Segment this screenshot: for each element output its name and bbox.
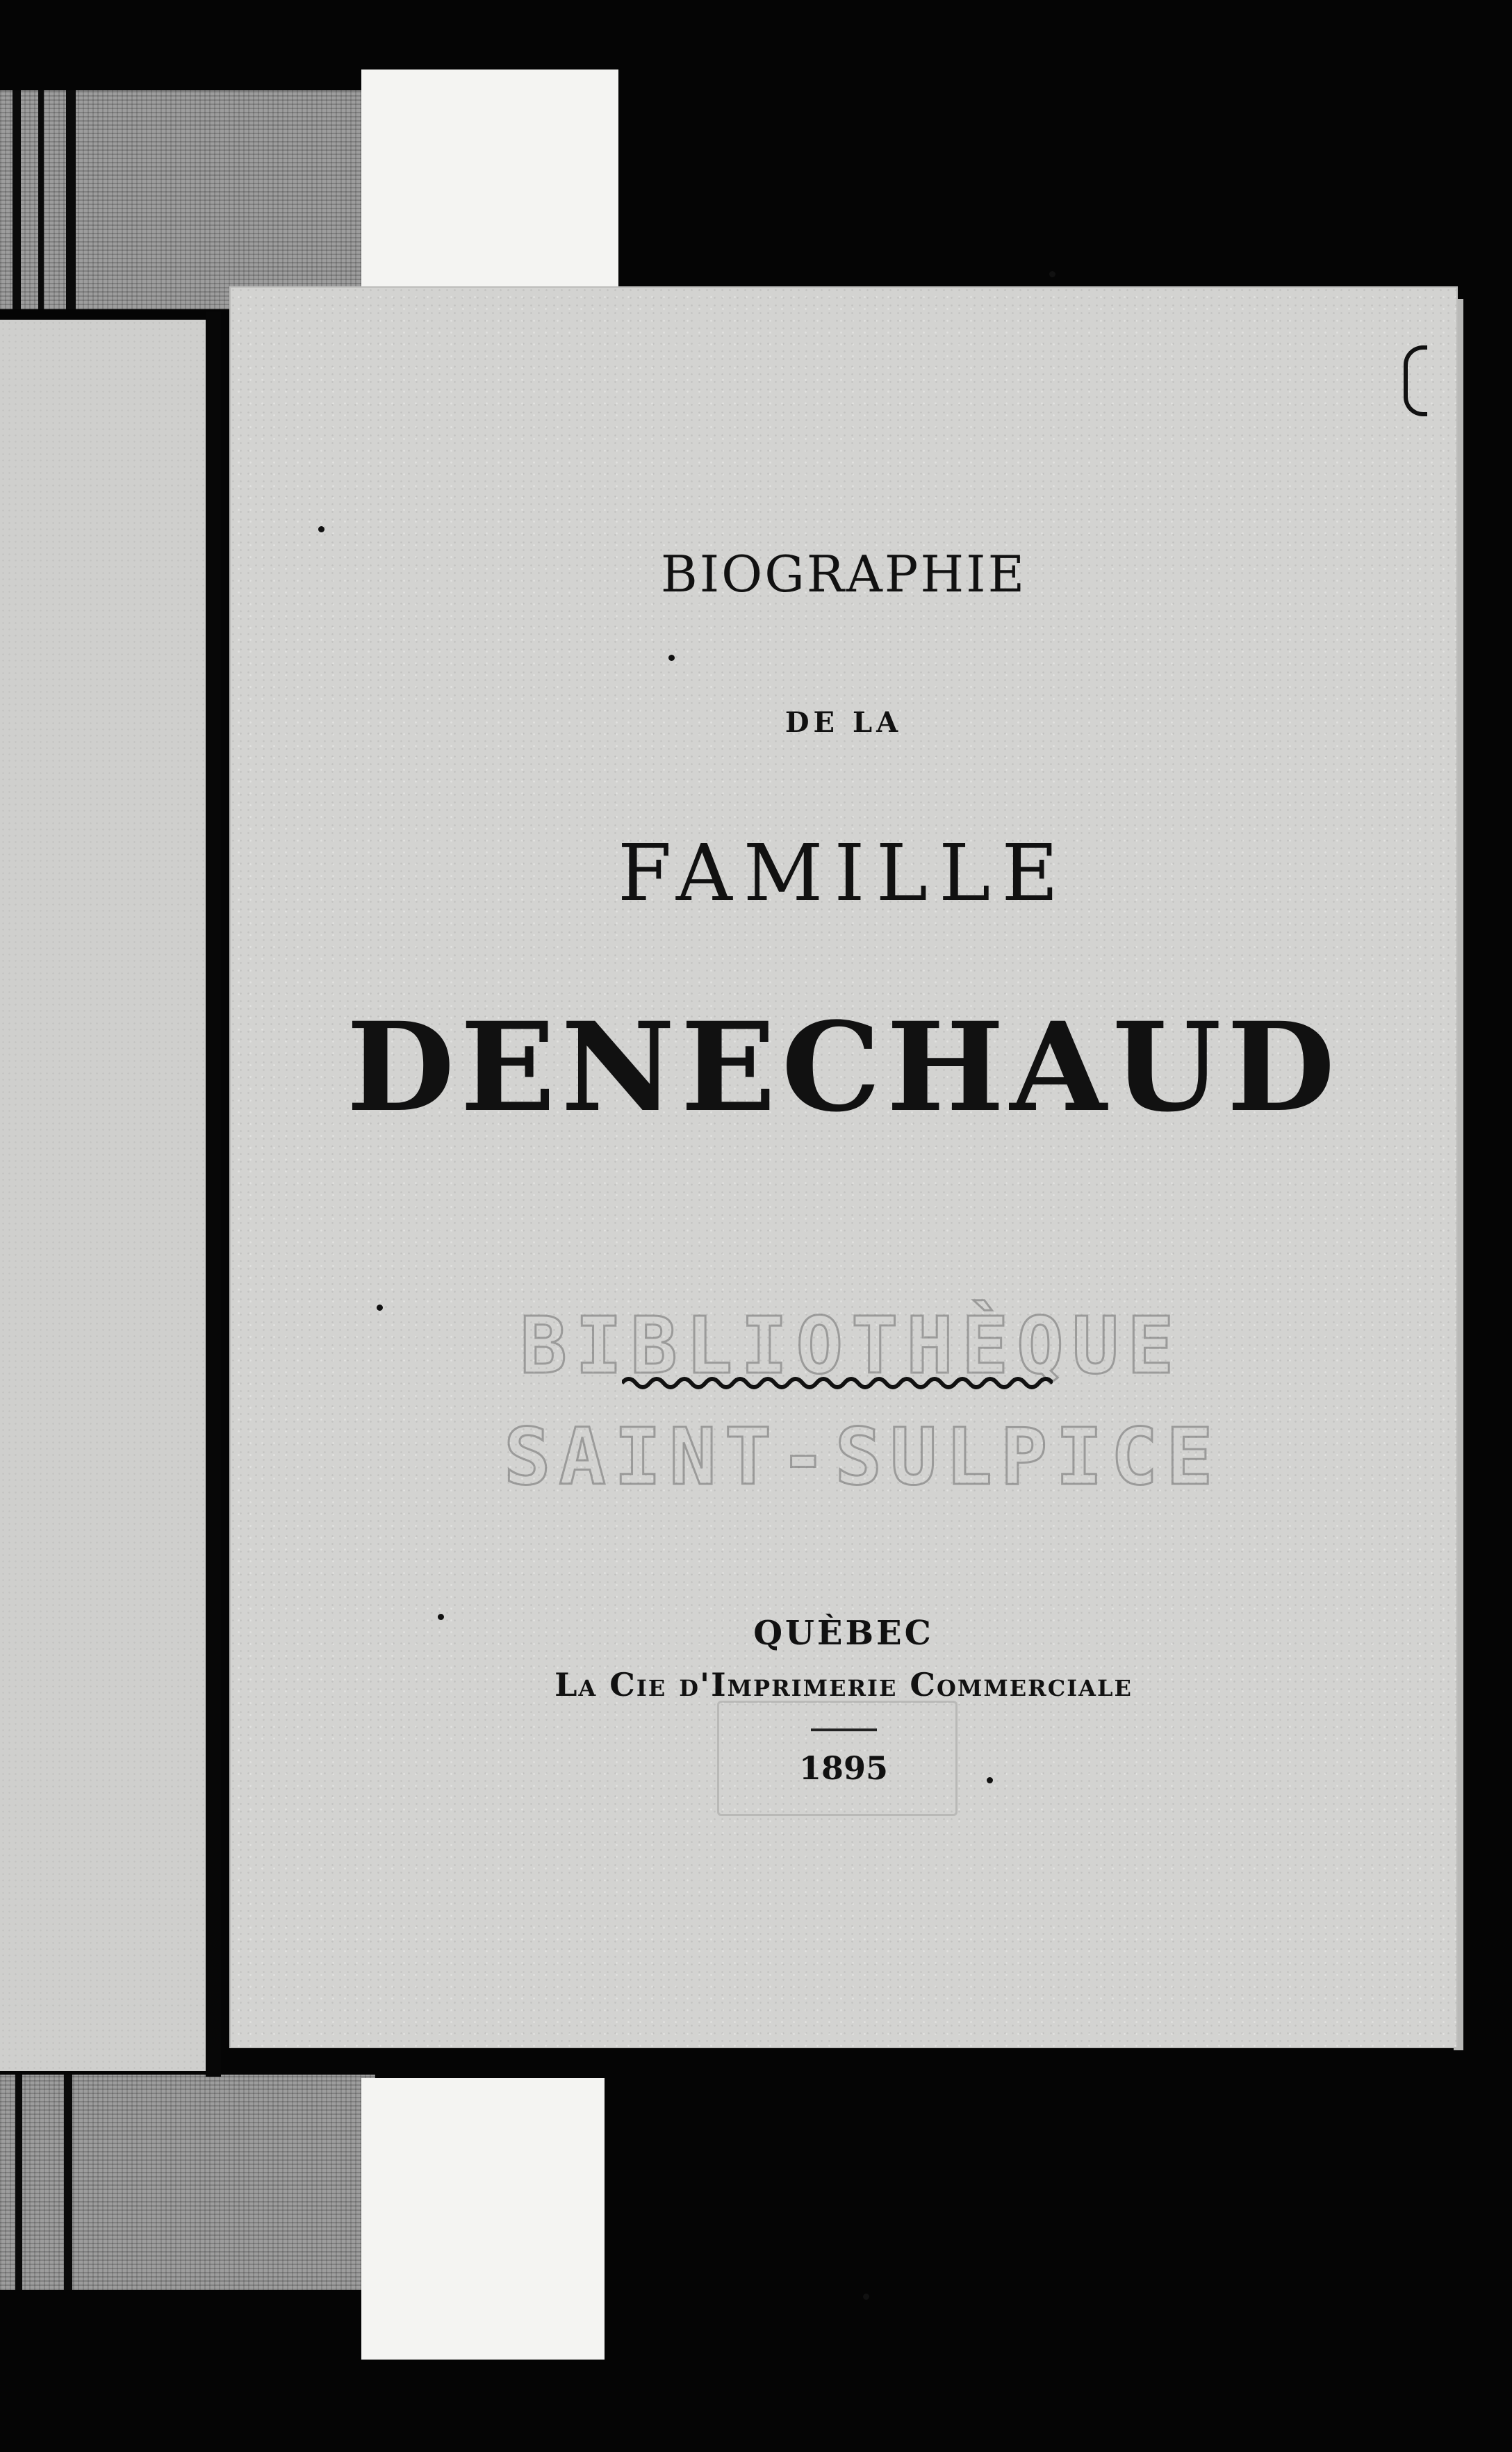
imprint-year: 1895 (798, 1749, 889, 1787)
title-famille: FAMILLE (617, 828, 1070, 919)
stamp-line-1: BIBLIOTHÈQUE (520, 1301, 1183, 1391)
bottom-cloth-strip (0, 2075, 375, 2290)
binding-line (64, 2075, 72, 2290)
ink-speck (987, 1777, 993, 1783)
imprint-rule (811, 1728, 877, 1731)
ink-speck (377, 1305, 383, 1311)
imprint-city: QUÈBEC (753, 1614, 934, 1653)
left-facing-page (0, 320, 212, 2071)
ink-speck (863, 2294, 869, 2300)
title-denechaud: DENECHAUD (346, 995, 1341, 1139)
title-de-la: DE LA (784, 706, 903, 739)
ink-speck (668, 655, 675, 661)
stamp-wavy-underline (622, 1375, 1053, 1391)
book-gutter (206, 311, 221, 2077)
page-clip-mark (1404, 345, 1427, 416)
bottom-white-strip (361, 2078, 605, 2360)
top-cloth-strip (0, 90, 361, 309)
top-white-strip (361, 70, 618, 309)
ink-speck (438, 1614, 444, 1620)
imprint-publisher: La Cie d'Imprimerie Commerciale (554, 1666, 1133, 1703)
ink-speck (318, 526, 324, 532)
stamp-line-2: SAINT-SULPICE (504, 1412, 1222, 1503)
perforated-library-stamp (504, 1287, 1222, 1523)
binding-line (13, 90, 21, 309)
binding-line (38, 90, 44, 309)
title-page (229, 286, 1458, 2048)
binding-line (15, 2075, 22, 2290)
binding-line (66, 90, 76, 309)
ink-speck (1049, 271, 1055, 277)
title-biographie: BIOGRAPHIE (660, 545, 1027, 603)
